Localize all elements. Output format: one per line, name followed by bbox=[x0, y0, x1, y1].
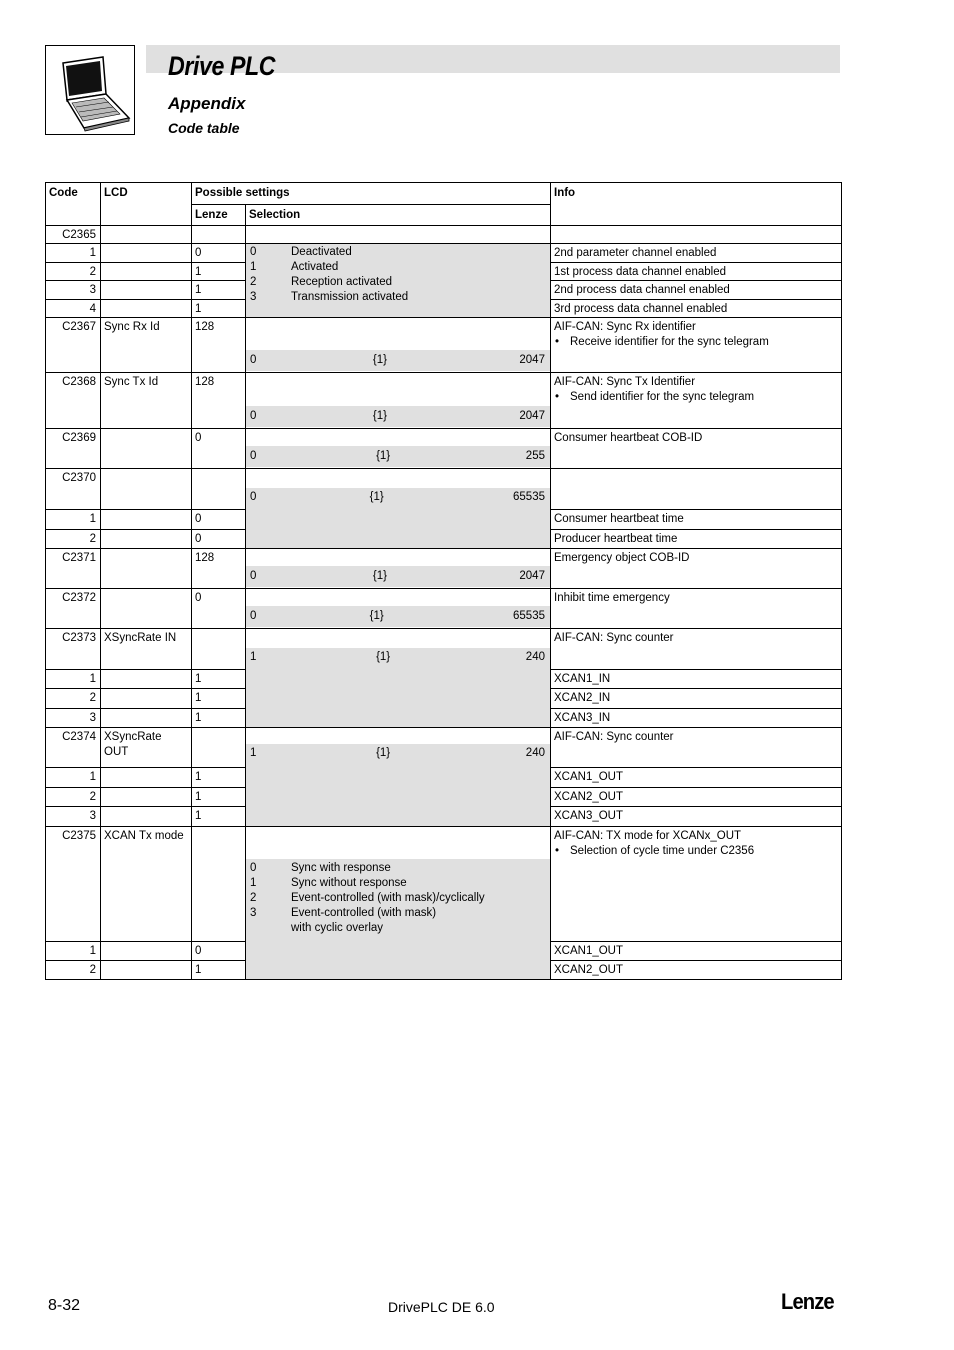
lenze-cell: 1 bbox=[192, 263, 246, 281]
table-row bbox=[46, 244, 842, 263]
selection-range: 1 {1} 240 bbox=[246, 728, 551, 827]
selection-range: 0 {1} 255 bbox=[246, 429, 551, 469]
code-cell: C2375 bbox=[46, 827, 101, 942]
lenze-cell: 0 bbox=[192, 244, 246, 263]
lenze-cell: 1 bbox=[192, 281, 246, 300]
option-item: 2 Reception activated bbox=[250, 276, 393, 288]
table-row bbox=[46, 429, 842, 469]
section-title: Code table bbox=[168, 120, 240, 136]
code-cell: C2367 bbox=[46, 318, 101, 373]
info-cell: 2nd parameter channel enabled bbox=[551, 244, 842, 263]
code-cell: C2374 bbox=[46, 728, 101, 768]
subcode-cell: 2 bbox=[46, 263, 101, 281]
page-title: Drive PLC bbox=[168, 51, 276, 81]
code-cell: C2372 bbox=[46, 589, 101, 629]
option-item: 3 Transmission activated bbox=[250, 291, 409, 303]
chapter-title: Appendix bbox=[168, 94, 246, 113]
option-item: 0 Deactivated bbox=[250, 246, 352, 258]
info-cell: AIF-CAN: Sync counter bbox=[551, 629, 842, 670]
lenze-cell: 128 bbox=[192, 549, 246, 589]
table-row bbox=[46, 728, 842, 768]
lcd-cell: Sync Rx Id bbox=[101, 318, 192, 373]
lenze-cell: 1 bbox=[192, 787, 246, 806]
info-cell: XCAN3_IN bbox=[551, 708, 842, 727]
info-cell: AIF-CAN: Sync Rx identifier • Receive identifier for the sync telegram bbox=[551, 318, 842, 373]
subcode-cell: 3 bbox=[46, 806, 101, 826]
subcode-cell: 1 bbox=[46, 942, 101, 961]
lenze-cell: 128 bbox=[192, 373, 246, 429]
info-cell: AIF-CAN: TX mode for XCANx_OUT • Selection of cycle time under C2356 bbox=[551, 827, 842, 942]
info-cell: Consumer heartbeat time bbox=[551, 510, 842, 529]
info-cell: XCAN2_OUT bbox=[551, 787, 842, 806]
table-row bbox=[46, 469, 842, 510]
info-cell: XCAN2_OUT bbox=[551, 961, 842, 980]
laptop-logo bbox=[45, 45, 135, 135]
lcd-cell: XSyncRate IN bbox=[101, 629, 192, 670]
lenze-cell: 1 bbox=[192, 300, 246, 318]
selection-range: 0 {1} 2047 bbox=[246, 373, 551, 429]
lenze-cell: 1 bbox=[192, 708, 246, 727]
table-row bbox=[46, 226, 842, 244]
selection-range: 1 {1} 240 bbox=[246, 629, 551, 728]
selection-range: 0 {1} 65535 bbox=[246, 589, 551, 629]
option-item: 1 Sync without response bbox=[250, 877, 407, 889]
subcode-cell: 4 bbox=[46, 300, 101, 318]
info-cell: AIF-CAN: Sync counter bbox=[551, 728, 842, 768]
code-table bbox=[45, 182, 842, 980]
selection-range: 0 {1} 2047 bbox=[246, 549, 551, 589]
selection-range: 0 {1} 65535 bbox=[246, 469, 551, 549]
header-lenze: Lenze bbox=[192, 205, 246, 226]
info-cell: Consumer heartbeat COB-ID bbox=[551, 429, 842, 469]
info-cell: XCAN3_OUT bbox=[551, 806, 842, 826]
subcode-cell: 2 bbox=[46, 689, 101, 708]
table-row bbox=[46, 373, 842, 429]
header-possible-settings: Possible settings bbox=[192, 183, 551, 205]
table-row bbox=[46, 827, 842, 942]
table-row bbox=[46, 589, 842, 629]
lenze-cell: 0 bbox=[192, 510, 246, 529]
subcode-cell: 1 bbox=[46, 244, 101, 263]
subcode-cell: 1 bbox=[46, 669, 101, 688]
table-row bbox=[46, 629, 842, 670]
info-cell: Producer heartbeat time bbox=[551, 529, 842, 549]
lenze-cell: 0 bbox=[192, 429, 246, 469]
lenze-cell: 1 bbox=[192, 669, 246, 688]
option-item: 3 Event-controlled (with mask) bbox=[250, 907, 437, 919]
subcode-cell: 1 bbox=[46, 510, 101, 529]
lenze-cell: 1 bbox=[192, 806, 246, 826]
document-id: DrivePLC DE 6.0 bbox=[388, 1299, 495, 1315]
code-cell: C2365 bbox=[46, 226, 101, 244]
lcd-cell: XSyncRate OUT bbox=[101, 728, 192, 768]
selection-list bbox=[246, 827, 551, 980]
header-code: Code bbox=[46, 183, 101, 226]
lenze-cell: 0 bbox=[192, 529, 246, 549]
bullet-icon: • bbox=[555, 391, 560, 403]
header-lcd: LCD bbox=[101, 183, 192, 226]
header-info: Info bbox=[551, 183, 842, 226]
code-cell: C2371 bbox=[46, 549, 101, 589]
bullet-icon: • bbox=[555, 845, 560, 857]
table-row bbox=[46, 549, 842, 589]
info-cell: 2nd process data channel enabled bbox=[551, 281, 842, 300]
info-cell: XCAN1_OUT bbox=[551, 942, 842, 961]
selection-range: 0 {1} 2047 bbox=[246, 318, 551, 373]
info-cell: XCAN1_OUT bbox=[551, 768, 842, 787]
lenze-cell: 0 bbox=[192, 589, 246, 629]
lenze-cell: 1 bbox=[192, 961, 246, 980]
option-item: 1 Activated bbox=[250, 261, 339, 273]
selection-list bbox=[246, 244, 551, 318]
info-cell: 1st process data channel enabled bbox=[551, 263, 842, 281]
lenze-cell: 1 bbox=[192, 689, 246, 708]
code-cell: C2369 bbox=[46, 429, 101, 469]
info-cell: Inhibit time emergency bbox=[551, 589, 842, 629]
code-cell: C2373 bbox=[46, 629, 101, 670]
page-number: 8-32 bbox=[48, 1297, 81, 1314]
table-row bbox=[46, 318, 842, 373]
info-cell: 3rd process data channel enabled bbox=[551, 300, 842, 318]
code-cell: C2370 bbox=[46, 469, 101, 510]
info-cell: XCAN2_IN bbox=[551, 689, 842, 708]
brand-logo: Lenze bbox=[781, 1289, 834, 1314]
subcode-cell: 2 bbox=[46, 529, 101, 549]
lenze-cell: 0 bbox=[192, 942, 246, 961]
bullet-icon: • bbox=[555, 336, 560, 348]
lcd-cell: Sync Tx Id bbox=[101, 373, 192, 429]
lcd-cell: XCAN Tx mode bbox=[101, 827, 192, 942]
option-item: 0 Sync with response bbox=[250, 862, 391, 874]
info-cell: XCAN1_IN bbox=[551, 669, 842, 688]
code-cell: C2368 bbox=[46, 373, 101, 429]
lenze-cell: 1 bbox=[192, 768, 246, 787]
subcode-cell: 2 bbox=[46, 961, 101, 980]
subcode-cell: 3 bbox=[46, 708, 101, 727]
subcode-cell: 2 bbox=[46, 787, 101, 806]
info-cell: Emergency object COB-ID bbox=[551, 549, 842, 589]
lenze-cell: 128 bbox=[192, 318, 246, 373]
laptop-icon bbox=[46, 46, 134, 134]
subcode-cell: 3 bbox=[46, 281, 101, 300]
subcode-cell: 1 bbox=[46, 768, 101, 787]
option-item-continuation: with cyclic overlay bbox=[291, 922, 384, 934]
info-cell: AIF-CAN: Sync Tx Identifier • Send identifier for the sync telegram bbox=[551, 373, 842, 429]
header-selection: Selection bbox=[246, 205, 551, 226]
option-item: 2 Event-controlled (with mask)/cyclically bbox=[250, 892, 485, 904]
